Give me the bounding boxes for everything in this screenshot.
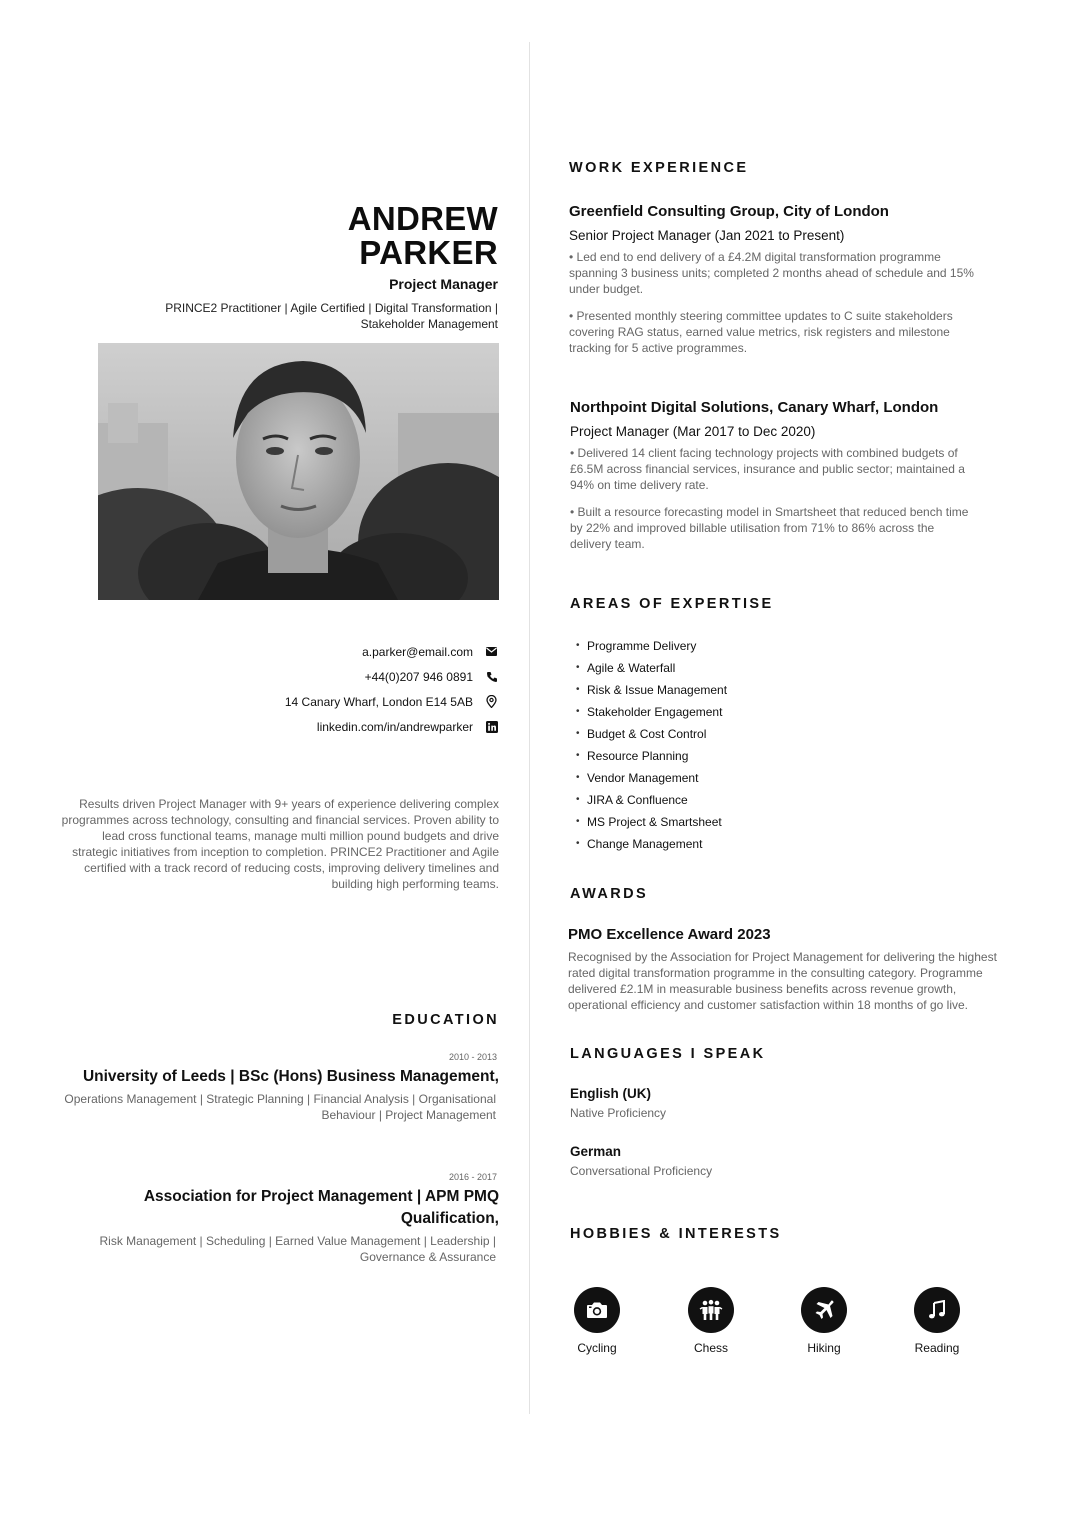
hobby-label: Reading <box>914 1341 960 1355</box>
linkedin-text: linkedin.com/in/andrewparker <box>316 719 473 734</box>
envelope-icon <box>485 645 498 658</box>
job-role: Project Manager <box>389 276 498 292</box>
column-divider <box>529 42 530 1414</box>
job-title: Senior Project Manager (Jan 2021 to Present) <box>569 228 845 243</box>
tagline: PRINCE2 Practitioner | Agile Certified | Digital Transformation | Stakeholder Management <box>165 301 498 331</box>
award-title: PMO Excellence Award 2023 <box>568 926 771 943</box>
education-description: Operations Management | Strategic Planning | Financial Analysis | Organisational Behaviour | Project Management <box>64 1092 496 1122</box>
candidate-name <box>198 202 498 270</box>
language-level: Conversational Proficiency <box>570 1164 713 1178</box>
contact-details <box>138 639 498 739</box>
education-item <box>59 1172 499 1265</box>
work-experience-heading: WORK EXPERIENCE <box>569 160 749 176</box>
award-description: Recognised by the Association for Project Management for delivering the highest rated digital transformation programme in the consulting category. Programme delivered £2.1M in measurable business benefits across revenue growth, operational efficiency and customer satisfaction within 18 months of go live. <box>568 950 997 1012</box>
education-title: Association for Project Management | APM PMQ Qualification, <box>143 1188 499 1227</box>
people-icon <box>688 1287 734 1333</box>
education-date: 2010 - 2013 <box>448 1052 497 1062</box>
education-description: Risk Management | Scheduling | Earned Value Management | Leadership | Governance & Assurance <box>99 1234 496 1264</box>
education-heading: EDUCATION <box>392 1012 499 1028</box>
profile-summary: Results driven Project Manager with 9+ years of experience delivering complex programmes across technology, consulting and financial services. Proven ability to lead cross functional teams, manage multi million pound budgets and drive strategic initiatives from inception to completion. PRINCE2 Practitioner and Agile certified with a track record of reducing costs, improving delivery timelines and building high performing teams. <box>61 797 499 891</box>
hobbies-heading: HOBBIES & INTERESTS <box>570 1226 782 1242</box>
linkedin-icon <box>485 720 498 733</box>
profile-photo <box>98 343 499 600</box>
list-item: • Resource Planning <box>576 749 689 763</box>
camera-icon <box>574 1287 620 1333</box>
job-entry <box>569 202 979 356</box>
language-item <box>570 1086 666 1120</box>
contact-email[interactable] <box>138 639 498 664</box>
hobby-item <box>892 1287 982 1355</box>
job-entry <box>570 398 970 552</box>
list-item: • Agile & Waterfall <box>576 661 676 675</box>
location-pin-icon <box>485 695 498 708</box>
awards-heading: AWARDS <box>570 886 649 902</box>
music-note-icon <box>914 1287 960 1333</box>
education-title: University of Leeds | BSc (Hons) Business Management, <box>82 1068 499 1085</box>
list-item: • Budget & Cost Control <box>576 727 707 741</box>
first-name: ANDREW <box>347 200 498 237</box>
language-level: Native Proficiency <box>570 1106 667 1120</box>
hobby-label: Chess <box>693 1341 728 1355</box>
language-name: English (UK) <box>570 1086 651 1101</box>
hobby-item <box>666 1287 756 1355</box>
hobby-label: Cycling <box>577 1341 617 1355</box>
list-item: • MS Project & Smartsheet <box>576 815 722 829</box>
contact-phone[interactable] <box>138 664 498 689</box>
last-name: PARKER <box>359 234 498 271</box>
list-item: • Risk & Issue Management <box>576 683 728 697</box>
list-item: • Change Management <box>576 837 703 851</box>
expertise-list <box>576 637 727 857</box>
contact-linkedin[interactable] <box>138 714 498 739</box>
hobby-item <box>779 1287 869 1355</box>
contact-address <box>138 689 498 714</box>
airplane-icon <box>801 1287 847 1333</box>
list-item: • Programme Delivery <box>576 639 697 653</box>
list-item: • Vendor Management <box>576 771 699 785</box>
job-company: Greenfield Consulting Group, City of London <box>569 203 889 220</box>
hobby-label: Hiking <box>807 1341 841 1355</box>
languages-heading: LANGUAGES I SPEAK <box>570 1046 766 1062</box>
phone-text: +44(0)207 946 0891 <box>364 669 473 684</box>
job-bullet: • Led end to end delivery of a £4.2M digital transformation programme spanning 3 business units; completed 2 months ahead of schedule and 15% under budget. <box>569 250 974 296</box>
job-bullet: • Delivered 14 client facing technology projects with combined budgets of £6.5M across financial services, insurance and public sector; maintained a 94% on time delivery rate. <box>570 446 965 492</box>
job-bullet: • Presented monthly steering committee updates to C suite stakeholders covering RAG status, earned value metrics, risk registers and milestone tracking for 5 active programmes. <box>569 309 953 355</box>
education-item <box>59 1052 499 1123</box>
left-column <box>0 0 529 1515</box>
address-text: 14 Canary Wharf, London E14 5AB <box>284 694 473 709</box>
expertise-heading: AREAS OF EXPERTISE <box>570 596 774 612</box>
job-company: Northpoint Digital Solutions, Canary Wharf, London <box>570 399 939 416</box>
phone-icon <box>485 670 498 683</box>
email-text: a.parker@email.com <box>362 644 473 659</box>
hobby-item <box>552 1287 642 1355</box>
job-bullet: • Built a resource forecasting model in Smartsheet that reduced bench time by 22% and improved billable utilisation from 71% to 86% across the delivery team. <box>570 505 969 551</box>
language-name: German <box>570 1144 622 1159</box>
education-date: 2016 - 2017 <box>448 1172 497 1182</box>
job-title: Project Manager (Mar 2017 to Dec 2020) <box>570 424 816 439</box>
language-item <box>570 1144 712 1178</box>
list-item: • Stakeholder Engagement <box>576 705 723 719</box>
list-item: • JIRA & Confluence <box>576 793 688 807</box>
